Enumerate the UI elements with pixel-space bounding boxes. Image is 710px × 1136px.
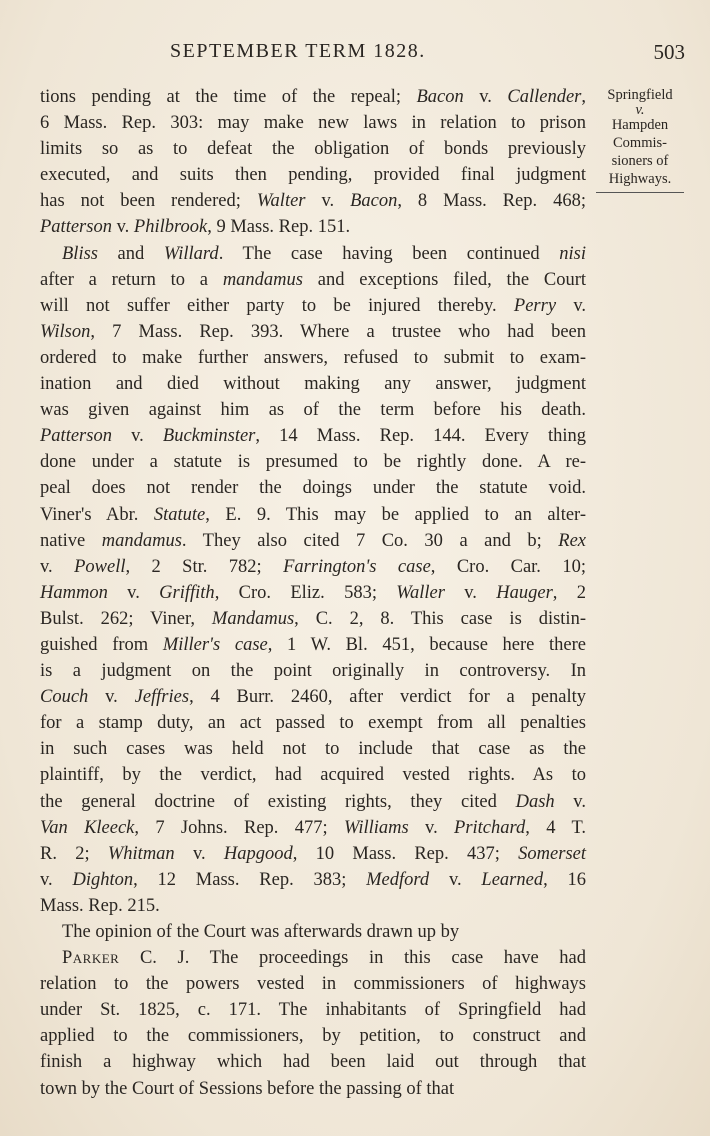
body-text (40, 84, 586, 1102)
text-line: after a return to a mandamus and exceptions filed, the Court (40, 269, 587, 290)
text-line: tions pending at the time of the repeal; Bacon v. Callender, (40, 87, 586, 107)
text-line: done under a statute is presumed to be rightly done. A re- (40, 452, 586, 473)
margin-note-line: Springfield (607, 87, 673, 103)
text-line: Wilson, 7 Mass. Rep. 393. Where a trustee who had been (40, 321, 586, 342)
text-line: ination and died without making any answer, judgment (40, 374, 586, 395)
margin-note-line: sioners of (611, 153, 669, 169)
running-title: SEPTEMBER TERM 1828. (170, 40, 426, 62)
text-line: 6 Mass. Rep. 303: may make new laws in relation to prison (40, 113, 586, 134)
text-line: in such cases was held not to include that case as the (40, 739, 586, 760)
margin-note-line: Commis- (613, 135, 667, 151)
margin-note-line: v. (635, 102, 645, 118)
margin-note-line: Highways. (608, 171, 672, 187)
text-line: plaintiff, by the verdict, had acquired vested rights. As to (40, 765, 586, 786)
text-line: limits so as to defeat the obligation of bonds previously (40, 139, 586, 160)
text-line: Van Kleeck, 7 Johns. Rep. 477; Williams v. Pritchard, 4 T. (40, 817, 587, 838)
text-line: Hammon v. Griffith, Cro. Eliz. 583; Waller v. Hauger, 2 (40, 582, 586, 603)
text-line: relation to the powers vested in commissioners of highways (40, 974, 586, 995)
margin-note-line: Hampden (611, 117, 669, 133)
text-line: Viner's Abr. Statute, E. 9. This may be applied to an alter- (40, 504, 586, 525)
text-line: applied to the commissioners, by petition, to construct and (40, 1026, 586, 1047)
text-line: under St. 1825, c. 171. The inhabitants of Springfield had (40, 1000, 586, 1021)
margin-note-rule (596, 192, 684, 193)
margin-note (594, 86, 686, 193)
text-line: for a stamp duty, an act passed to exempt from all penalties (40, 713, 586, 734)
text-line: Bliss and Willard. The case having been continued nisi (62, 243, 586, 264)
text-line: is a judgment on the point originally in controversy. In (40, 661, 586, 682)
text-line: peal does not render the doings under the statute void. (40, 478, 586, 499)
text-line: Patterson v. Philbrook, 9 Mass. Rep. 151. (40, 217, 351, 238)
text-line: executed, and suits then pending, provided final judgment (40, 165, 586, 186)
text-line: has not been rendered; Walter v. Bacon, 8 Mass. Rep. 468; (40, 191, 586, 212)
text-line: The opinion of the Court was afterwards drawn up by (62, 922, 460, 942)
text-line: ordered to make further answers, refused to submit to exam- (40, 347, 586, 368)
text-line: Bulst. 262; Viner, Mandamus, C. 2, 8. This case is distin- (40, 608, 586, 629)
text-line: Parker C. J. The proceedings in this case have had (62, 948, 586, 969)
text-line: finish a highway which had been laid out through that (40, 1052, 586, 1073)
text-line: the general doctrine of existing rights, they cited Dash v. (40, 791, 586, 812)
text-line: was given against him as of the term before his death. (40, 400, 586, 421)
text-line: town by the Court of Sessions before the passing of that (40, 1078, 455, 1099)
text-line: v. Powell, 2 Str. 782; Farrington's case, Cro. Car. 10; (40, 556, 586, 577)
text-line: Patterson v. Buckminster, 14 Mass. Rep. 144. Every thing (40, 426, 586, 447)
text-line: Couch v. Jeffries, 4 Burr. 2460, after verdict for a penalty (40, 687, 586, 708)
page-header (40, 40, 685, 70)
text-line: guished from Miller's case, 1 W. Bl. 451, because here there (40, 634, 586, 655)
page-number: 503 (653, 40, 685, 64)
text-line: native mandamus. They also cited 7 Co. 30 a and b; Rex (40, 530, 586, 551)
text-line: R. 2; Whitman v. Hapgood, 10 Mass. Rep. 437; Somerset (40, 843, 586, 864)
text-line: Mass. Rep. 215. (40, 895, 160, 916)
text-line: will not suffer either party to be injured thereby. Perry v. (40, 295, 586, 316)
text-line: v. Dighton, 12 Mass. Rep. 383; Medford v. Learned, 16 (40, 869, 586, 890)
